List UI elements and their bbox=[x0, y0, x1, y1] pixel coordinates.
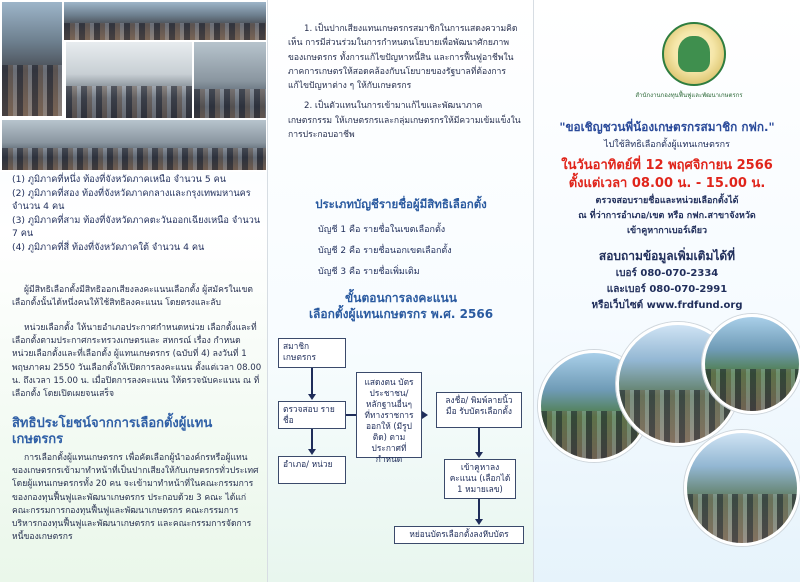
ballot-list bbox=[318, 220, 452, 283]
voting-unit-paragraph: หน่วยเลือกตั้ง ให้นายอำเภอประกาศกำหนดหน่วย เลือกตั้งและที่เลือกตั้งตามประกาศกระทรวงเกษตรและ สหกรณ์ เรื่อง กำหนดหน่วยเลือกตั้งและที่เลือกตั้ง ผู้แทนเกษตรกร (ฉบับที่ 4) ลงวันที่ 1 พฤษภาคม 2550 วันเลือกตั้งให้เปิดการลงคะแนน ตั้งแต่เวลา 08.00 น. ถึงเวลา 15.00 น. เมื่อปิดการลงคะแนน ให้ตรวจนับคะแนน ณ ที่เลือกตั้ง โดยเปิดเผยจนเสร็จ bbox=[12, 323, 262, 400]
contact-heading: สอบถามข้อมูลเพิ่มเติมได้ที่ bbox=[598, 249, 736, 263]
logo-caption: สำนักงานกองทุนฟื้นฟูและพัฒนาเกษตรกร bbox=[635, 92, 743, 99]
flow-arrow-head bbox=[475, 519, 483, 525]
flow-drop-box: หย่อนบัตรเลือกตั้งลงหีบบัตร bbox=[394, 526, 524, 544]
middle-panel bbox=[268, 0, 534, 582]
phone-1: เบอร์ 080-070-2334 bbox=[615, 268, 719, 279]
check-info: ตรวจสอบรายชื่อและหน่วยเลือกตั้งได้ bbox=[595, 196, 739, 206]
website: หรือเว็บไซต์ www.frdfund.org bbox=[591, 300, 743, 311]
flow-arrow-head bbox=[422, 411, 428, 419]
benefit-point: 2. เป็นตัวแทนในการเข้ามาแก้ไขและพัฒนาภาคเกษตรกรรม ให้เกษตรกรและกลุ่มเกษตรกรให้มีความเข้มแข็งในการประกอบอาชีพ bbox=[288, 101, 521, 141]
election-time: ตั้งแต่เวลา 08.00 น. - 15.00 น. bbox=[568, 176, 766, 191]
benefit-heading: สิทธิประโยชน์จากการเลือกตั้งผู้แทนเกษตรกร bbox=[12, 416, 213, 447]
election-date: ในวันอาทิตย์ที่ 12 พฤศจิกายน 2566 bbox=[561, 158, 773, 173]
photo-polling-room bbox=[64, 40, 194, 124]
flow-booth-box: เข้าคูหาลงคะแนน (เลือกได้ 1 หมายเลข) bbox=[444, 459, 516, 499]
flow-arrow-head bbox=[475, 452, 483, 458]
ballot-item: บัญชี 1 คือ รายชื่อในเขตเลือกตั้ง bbox=[318, 225, 446, 235]
benefit-paragraph: การเลือกตั้งผู้แทนเกษตรกร เพื่อคัดเลือกผู้นำองค์กรหรือผู้แทนของเกษตรกรเข้ามาทำหน้าที่เป็นปากเสียงให้กับเกษตรกรทั่วประเทศ โดยผู้แทนเกษตรกรทั้ง 20 คน จะเข้ามาทำหน้าที่ในคณะกรรมการของกองทุนฟื้นฟูและพัฒนาเกษตรกร ประกอบด้วย 3 คณะ ได้แก่ คณะกรรมการกองทุนฟื้นฟูและพัฒนาเกษตรกร คณะกรรมการบริหารกองทุนฟื้นฟูและพัฒนาเกษตรกร และคณะกรรมการจัดการหนี้ของเกษตรกร bbox=[12, 453, 259, 543]
eligibility-paragraph: ผู้มีสิทธิเลือกตั้งมีสิทธิออกเสียงลงคะแนนเลือกตั้ง ผู้สมัครในเขตเลือกตั้งนั้นได้หนึ่งคนให้ใช้สิทธิลงคะแนน โดยตรงและลับ bbox=[12, 285, 253, 309]
left-panel bbox=[0, 0, 268, 582]
flow-sign-box: ลงชื่อ/ พิมพ์ลายนิ้วมือ รับบัตรเลือกตั้ง bbox=[436, 392, 522, 428]
invite-subtitle: ไปใช้สิทธิเลือกตั้งผู้แทนเกษตรกร bbox=[604, 140, 730, 150]
invite-heading: "ขอเชิญชวนพี่น้องเกษตรกรสมาชิก กฟก." bbox=[559, 120, 775, 134]
flow-member-box: สมาชิก เกษตรกร bbox=[278, 338, 346, 368]
flow-arrow bbox=[478, 499, 480, 521]
flow-arrow-head bbox=[308, 449, 316, 455]
booth-note: เข้าคูหากาเบอร์เดียว bbox=[626, 226, 708, 236]
flow-district-box: อำเภอ/ หน่วย bbox=[278, 456, 346, 484]
flow-arrow bbox=[311, 368, 313, 396]
right-panel bbox=[534, 0, 800, 582]
ballot-item: บัญชี 3 คือ รายชื่อเพิ่มเติม bbox=[318, 267, 420, 277]
region-item: (3) ภูมิภาคที่สาม ท้องที่จังหวัดภาคตะวันออกเฉียงเหนือ จำนวน 7 คน bbox=[12, 214, 261, 240]
photo-voting-circle-4 bbox=[684, 430, 800, 546]
benefit-points bbox=[288, 22, 524, 148]
ballot-types-heading: ประเภทบัญชีรายชื่อผู้มีสิทธิเลือกตั้ง bbox=[315, 197, 487, 211]
region-item: (4) ภูมิภาคที่สี่ ท้องที่จังหวัดภาคใต้ จำนวน 4 คน bbox=[12, 241, 205, 253]
flow-arrow bbox=[311, 429, 313, 451]
photo-crowd-outdoor bbox=[0, 0, 64, 118]
flow-check-box: ตรวจสอบ รายชื่อ bbox=[278, 401, 346, 429]
flow-arrow bbox=[478, 428, 480, 454]
region-item: (2) ภูมิภาคที่สอง ท้องที่จังหวัดภาคกลางและกรุงเทพมหานคร จำนวน 4 คน bbox=[12, 187, 251, 213]
flow-identity-box: แสดงตน บัตรประชาชน/ หลักฐานอื่นๆ ที่ทางราชการออกให้ (มีรูปติด) ตามประกาศที่กำหนด bbox=[356, 372, 422, 458]
photo-crowd-queue bbox=[62, 0, 268, 42]
check-place: ณ ที่ว่าการอำเภอ/เขต หรือ กฟก.สาขาจังหวัด bbox=[578, 211, 756, 221]
ballot-item: บัญชี 2 คือ รายชื่อนอกเขตเลือกตั้ง bbox=[318, 246, 452, 256]
region-item: (1) ภูมิภาคที่หนึ่ง ท้องที่จังหวัดภาคเหนือ จำนวน 5 คน bbox=[12, 174, 227, 185]
steps-title-line-1: ขั้นตอนการลงคะแนน bbox=[345, 291, 457, 305]
photo-hall-right bbox=[192, 40, 268, 130]
voting-steps-heading bbox=[268, 290, 534, 322]
photo-voters-line bbox=[0, 118, 268, 172]
benefit-point: 1. เป็นปากเสียงแทนเกษตรกรสมาชิกในการแสดงความคิดเห็น การมีส่วนร่วมในการกำหนดนโยบายเพื่อพัฒนาศักยภาพของเกษตรกร ทั้งการแก้ไขปัญหาหนี้สิน และการฟื้นฟูอาชีพในภาคการเกษตรให้สอดคล้องกับนโยบายของรัฐบาลที่ต้องการแก้ไขปัญหาต่าง ๆ ให้กับเกษตรกร bbox=[288, 24, 518, 92]
photo-voting-circle-3 bbox=[702, 314, 800, 414]
region-list bbox=[12, 173, 262, 255]
frdfund-logo bbox=[662, 22, 726, 86]
steps-title-line-2: เลือกตั้งผู้แทนเกษตรกร พ.ศ. 2566 bbox=[308, 307, 494, 321]
flow-arrow-head bbox=[308, 394, 316, 400]
phone-2: และเบอร์ 080-070-2991 bbox=[606, 284, 728, 295]
